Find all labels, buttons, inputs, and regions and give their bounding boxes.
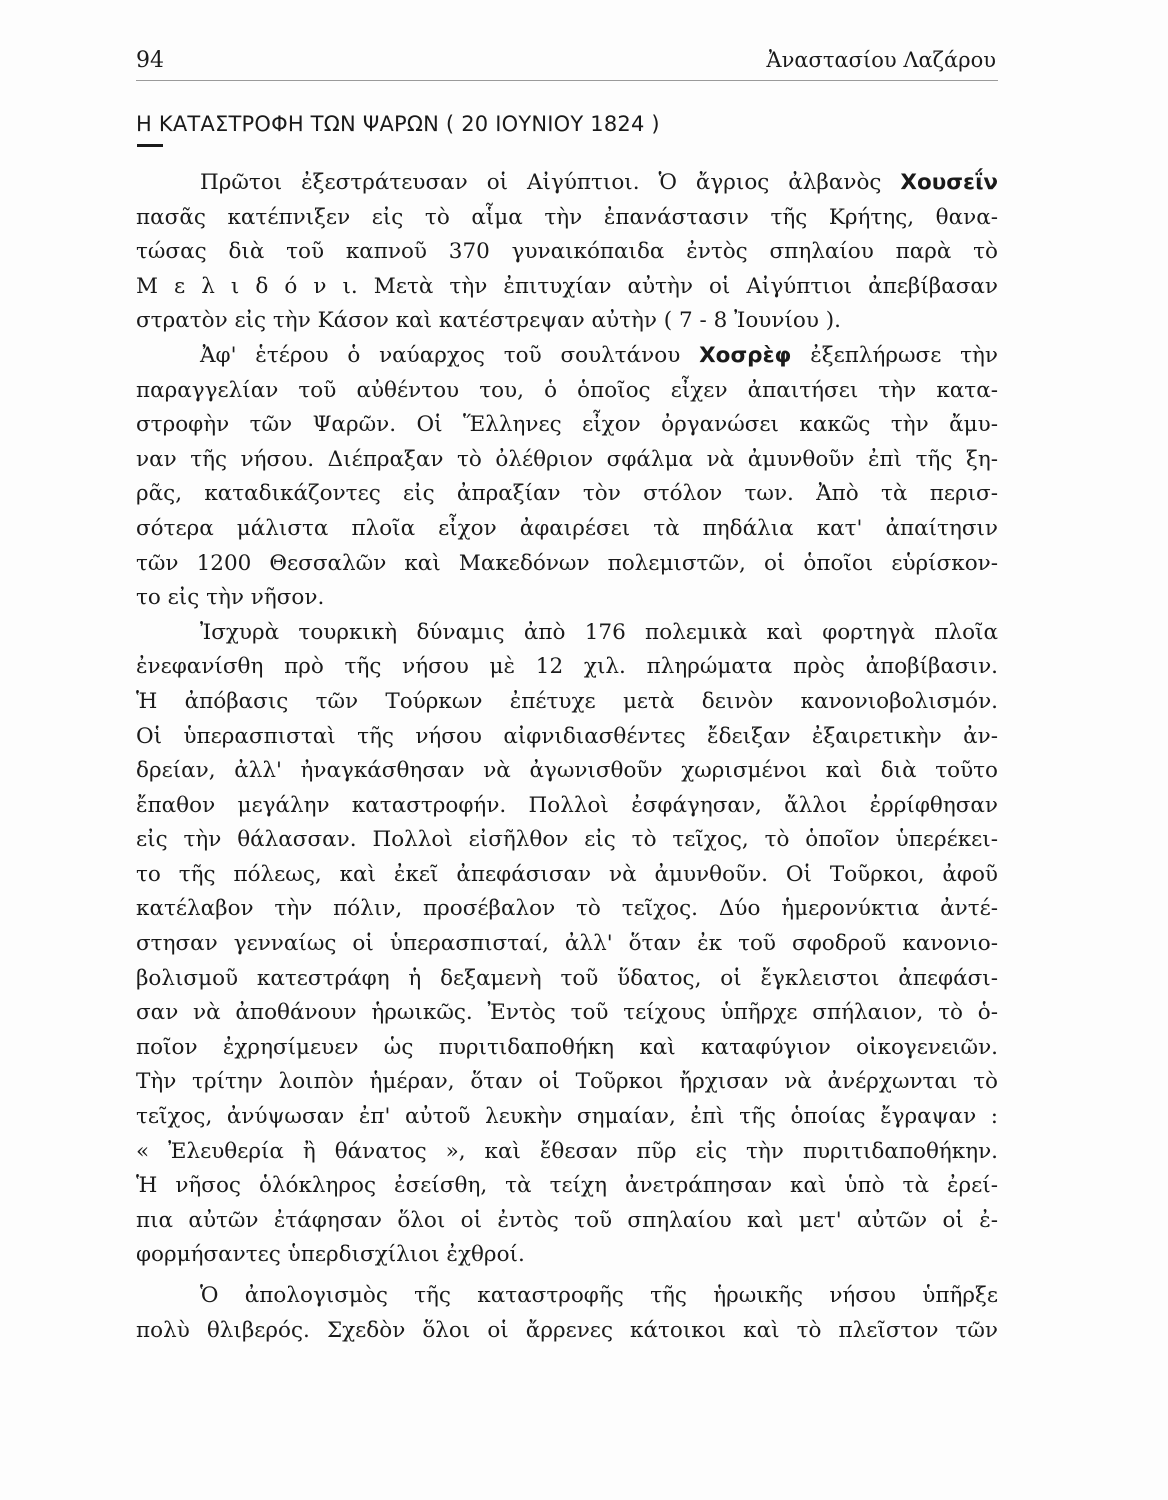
paragraph-2	[136, 339, 998, 616]
text-line: εἰς τὴν θάλασσαν. Πολλοὶ εἰσῆλθον εἰς τὸ τεῖχος, τὸ ὁποῖον ὑπερέκει-	[136, 827, 998, 853]
title-underline-mark	[137, 144, 163, 147]
text-line	[136, 339, 998, 374]
text-line: ποῖον ἐχρησίμευεν ὡς πυριτιδαποθήκη καὶ καταφύγιον οἰκογενειῶν.	[136, 1034, 998, 1060]
text-line: ρᾶς, καταδικάζοντες εἰς ἀπραξίαν τὸν στόλον των. Ἀπὸ τὰ περισ-	[136, 481, 998, 507]
text-line	[136, 166, 998, 201]
text-line: το εἰς τὴν νῆσον.	[136, 585, 325, 611]
text-line: Οἱ ὑπερασπισταὶ τῆς νήσου αἰφνιδιασθέντες ἔδειξαν ἐξαιρετικὴν ἀν-	[136, 723, 998, 749]
text-line: δρείαν, ἀλλ' ἠναγκάσθησαν νὰ ἀγωνισθοῦν χωρισμένοι καὶ διὰ τοῦτο	[136, 758, 998, 784]
text-line: παραγγελίαν τοῦ αὐθέντου του, ὁ ὁποῖος εἶχεν ἀπαιτήσει τὴν κατα-	[136, 377, 998, 403]
text-line: Τὴν τρίτην λοιπὸν ἡμέραν, ὅταν οἱ Τοῦρκοι ἤρχισαν νὰ ἀνέρχωνται τὸ	[136, 1069, 998, 1095]
text-line: ἐνεφανίσθη πρὸ τῆς νήσου μὲ 12 χιλ. πληρώματα πρὸς ἀποβίβασιν.	[136, 654, 998, 680]
text-line: φορμήσαντες ὑπερδισχίλιοι ἐχθροί.	[136, 1242, 525, 1268]
text-span: ἐξεπλήρωσε τὴν	[810, 342, 998, 368]
text-line: πολὺ θλιβερός. Σχεδὸν ὅλοι οἱ ἄρρενες κάτοικοι καὶ τὸ πλεῖστον τῶν	[136, 1317, 998, 1343]
text-line: τώσας διὰ τοῦ καπνοῦ 370 γυναικόπαιδα ἐντὸς σπηλαίου παρὰ τὸ	[136, 239, 998, 265]
text-line: Ὁ ἀπολογισμὸς τῆς καταστροφῆς τῆς ἡρωικῆς νήσου ὑπῆρξε	[200, 1283, 998, 1308]
paragraph-3	[136, 616, 998, 1273]
text-line: Μ ε λ ι δ ό ν ι. Μετὰ τὴν ἐπιτυχίαν αὐτὴν οἱ Αἰγύπτιοι ἀπεβίβασαν	[136, 273, 998, 299]
text-span: Πρῶτοι ἐξεστράτευσαν οἱ Αἰγύπτιοι. Ὁ ἄγριος ἀλβανὸς	[200, 170, 882, 195]
name-khosref: Χοσρὲφ	[699, 342, 792, 368]
text-line: Ἡ νῆσος ὁλόκληρος ἐσείσθη, τὰ τείχη ἀνετράπησαν καὶ ὑπὸ τὰ ἐρεί-	[136, 1173, 998, 1199]
text-line: σότερα μάλιστα πλοῖα εἶχον ἀφαιρέσει τὰ πηδάλια κατ' ἀπαίτησιν	[136, 515, 998, 541]
text-line: ναν τῆς νήσου. Διέπραξαν τὸ ὀλέθριον σφάλμα νὰ ἀμυνθοῦν ἐπὶ τῆς ξη-	[136, 446, 998, 472]
body-text	[136, 166, 998, 1348]
name-khousein: Χουσεΐν	[900, 170, 998, 195]
text-line: τῶν 1200 Θεσσαλῶν καὶ Μακεδόνων πολεμιστῶν, οἱ ὁποῖοι εὑρίσκον-	[136, 550, 998, 576]
text-line: ἔπαθον μεγάλην καταστροφήν. Πολλοὶ ἐσφάγησαν, ἄλλοι ἐρρίφθησαν	[136, 792, 998, 818]
page-number: 94	[136, 48, 164, 73]
text-span: Ἀφ' ἑτέρου ὁ ναύαρχος τοῦ σουλτάνου	[200, 342, 681, 368]
text-line: κατέλαβον τὴν πόλιν, προσέβαλον τὸ τεῖχος. Δύο ἡμερονύκτια ἀντέ-	[136, 896, 998, 922]
running-author: Ἀναστασίου Λαζάρου	[766, 48, 996, 72]
paragraph-4	[136, 1279, 998, 1348]
chapter-title: Η ΚΑΤΑΣΤΡΟΦΗ ΤΩΝ ΨΑΡΩΝ ( 20 ΙΟΥΝΙΟΥ 1824 )	[136, 112, 660, 136]
running-header	[136, 44, 998, 81]
paragraph-1	[136, 166, 998, 339]
text-line: Ἡ ἀπόβασις τῶν Τούρκων ἐπέτυχε μετὰ δεινὸν κανονιοβολισμόν.	[136, 688, 998, 714]
text-line: πια αὐτῶν ἐτάφησαν ὅλοι οἱ ἐντὸς τοῦ σπηλαίου καὶ μετ' αὐτῶν οἱ ἐ-	[136, 1207, 998, 1233]
text-line: « Ἐλευθερία ἢ θάνατος », καὶ ἔθεσαν πῦρ εἰς τὴν πυριτιδαποθήκην.	[136, 1138, 998, 1164]
text-line: τεῖχος, ἀνύψωσαν ἐπ' αὐτοῦ λευκὴν σημαίαν, ἐπὶ τῆς ὁποίας ἔγραψαν :	[136, 1104, 998, 1130]
text-line: στροφὴν τῶν Ψαρῶν. Οἱ Ἕλληνες εἶχον ὀργανώσει κακῶς τὴν ἄμυ-	[136, 412, 998, 438]
text-line: σαν νὰ ἀποθάνουν ἡρωικῶς. Ἐντὸς τοῦ τείχους ὑπῆρχε σπήλαιον, τὸ ὁ-	[136, 1000, 998, 1026]
text-line: πασᾶς κατέπνιξεν εἰς τὸ αἷμα τὴν ἐπανάστασιν τῆς Κρήτης, θανα-	[136, 204, 998, 230]
text-line: στησαν γενναίως οἱ ὑπερασπισταί, ἀλλ' ὅταν ἐκ τοῦ σφοδροῦ κανονιο-	[136, 931, 998, 957]
text-line: το τῆς πόλεως, καὶ ἐκεῖ ἀπεφάσισαν νὰ ἀμυνθοῦν. Οἱ Τοῦρκοι, ἀφοῦ	[136, 861, 998, 887]
text-line: βολισμοῦ κατεστράφη ἡ δεξαμενὴ τοῦ ὕδατος, οἱ ἔγκλειστοι ἀπεφάσι-	[136, 965, 998, 991]
text-line: στρατὸν εἰς τὴν Κάσον καὶ κατέστρεψαν αὐτὴν ( 7 - 8 Ἰουνίου ).	[136, 308, 841, 334]
text-line: Ἰσχυρὰ τουρκικὴ δύναμις ἀπὸ 176 πολεμικὰ καὶ φορτηγὰ πλοῖα	[200, 619, 998, 645]
